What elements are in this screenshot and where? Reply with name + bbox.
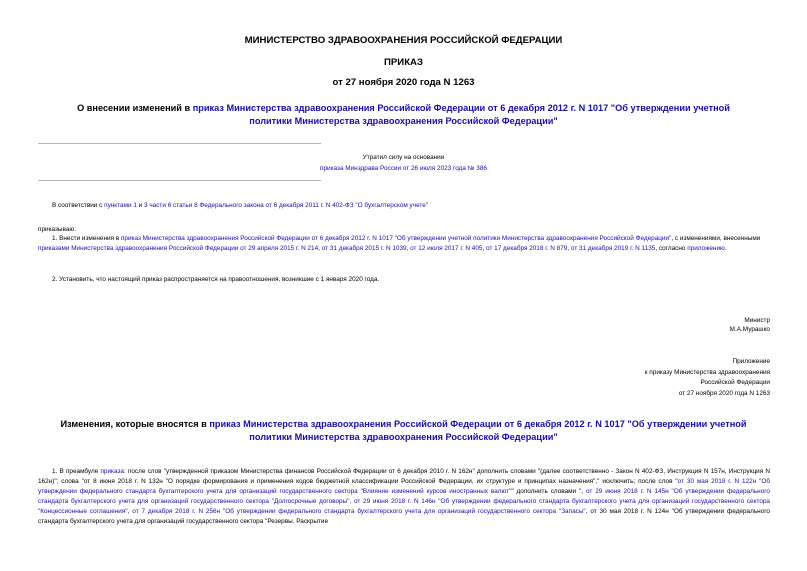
changes-item-1 xyxy=(38,467,770,526)
item1-link-order[interactable]: приказ Министерства здравоохранения Российской Федерации от 6 декабря 2012 г. N 1017 "Об утверждении учетной политики Министерства здравоохранения Российской Федерации" xyxy=(120,235,672,242)
item-1 xyxy=(38,234,770,254)
item1-text-f: , xyxy=(567,244,571,252)
item1-text-a: 1. Внести изменения в xyxy=(52,235,121,242)
ministry-heading: МИНИСТЕРСТВО ЗДРАВООХРАНЕНИЯ РОССИЙСКОЙ ФЕДЕРАЦИИ xyxy=(244,35,563,46)
body-text-e: , xyxy=(127,507,133,515)
body-link-122n[interactable]: от 30 мая 2018 г. N 122н "Об утверждении федерального стандарта бухгалтерского учета для организаций государственного сектора "Влияние изменений курсов иностранных валют" xyxy=(38,477,770,495)
item1-link-amend-3[interactable]: от 12 июля 2017 г. N 405 xyxy=(410,244,483,252)
document-type: ПРИКАЗ xyxy=(384,57,423,68)
appendix-line-2: к приказу Министерства здравоохранения xyxy=(644,369,770,376)
body-text-f: , от 30 мая 2018 г. N 124н "Об утверждении федерального стандарта бухгалтерского учета для организаций государственного сектора "Резервы. Раскрытие xyxy=(38,507,770,525)
status-note-link[interactable]: приказа Минздрава России от 26 июля 2023 года № 386 xyxy=(320,165,487,172)
preamble-text-2: и xyxy=(136,202,145,209)
body-text-b: : после слов "утвержденной приказом Министерства финансов Российской Федерации от 6 декабря 2010 г. N 162н" дополнить словами "(далее соответственно - Закон N 402-ФЗ, Инструкция N 157н, Инструкция N 162н)"; слова "от 8 июня 2018 г. N 132н "О порядке формирования и применения кодов бюджетной классификации Российской Федерации, их структуре и принципах назначения"," исключить; после слов " xyxy=(38,468,770,485)
divider-bottom xyxy=(38,180,321,181)
changes-title-link[interactable]: приказ Министерства здравоохранения Российской Федерации от 6 декабря 2012 г. N 1017 "Об утверждении учетной политики Министерства здравоохранения Российской Федерации" xyxy=(209,419,747,442)
preamble xyxy=(52,201,752,211)
appendix-line-4: от 27 ноября 2020 года N 1263 xyxy=(678,390,770,397)
title-prefix: О внесении изменений в xyxy=(77,103,193,113)
status-note-line1: Утратил силу на основании xyxy=(362,154,445,161)
item1-link-appendix[interactable]: приложению xyxy=(687,244,725,252)
preamble-text-1: В соответствии с xyxy=(52,202,105,209)
item1-link-amend-2[interactable]: от 31 декабря 2015 г. N 1039 xyxy=(321,244,407,252)
appendix-line-3: Российской Федерации xyxy=(700,379,770,386)
title-order-link[interactable]: приказ Министерства здравоохранения Российской Федерации от 6 декабря 2012 г. N 1017 "Об утверждении учетной политики Министерства здравоохранения Российской Федерации" xyxy=(192,103,730,126)
document-title xyxy=(60,102,747,127)
changes-title xyxy=(40,418,767,443)
changes-title-prefix: Изменения, которые вносятся в xyxy=(60,419,210,429)
signature-name: М.А.Мурашко xyxy=(729,326,770,333)
item-2: 2. Установить, что настоящий приказ распространяется на правоотношения, возникшие с 1 января 2020 года. xyxy=(52,276,380,283)
item1-link-amend-1[interactable]: приказами Министерства здравоохранения Российской Федерации от 29 апреля 2015 г. N 214 xyxy=(38,244,319,252)
item1-text-d: , xyxy=(406,244,411,252)
appendix-line-1: Приложение xyxy=(732,358,770,365)
status-note-line2 xyxy=(0,164,807,174)
item1-text-h: . xyxy=(724,244,727,252)
item1-text-c: , xyxy=(318,244,322,252)
item1-link-amend-4[interactable]: от 17 декабря 2018 г. N 879 xyxy=(486,244,568,252)
body-link-order[interactable]: приказа xyxy=(100,468,124,475)
body-link-146n[interactable]: от 29 июня 2018 г. N 146н "Об утверждении федерального стандарта бухгалтерского учета для организаций государственного сектора "Концессионные соглашения" xyxy=(38,497,770,515)
item1-text-g: , согласно xyxy=(655,244,688,252)
orders-word: приказываю: xyxy=(38,226,76,233)
item1-text-b: , с изменениями, внесенными xyxy=(671,235,761,242)
body-text-d: , xyxy=(349,497,354,505)
document-date-number: от 27 ноября 2020 года N 1263 xyxy=(332,77,475,88)
body-link-145n[interactable]: от 29 июня 2018 г. N 145н "Об утверждении федерального стандарта бухгалтерского учета для организаций государственного сектора "Долгосрочные договоры" xyxy=(38,487,770,505)
divider-top xyxy=(38,143,321,144)
item1-text-e: , xyxy=(482,244,487,252)
item1-link-amend-5[interactable]: от 31 декабря 2019 г. N 1135 xyxy=(570,244,656,252)
preamble-link-2[interactable]: 3 части 6 статьи 8 Федерального закона от 6 декабря 2011 г. N 402-ФЗ "О бухгалтерском учете" xyxy=(144,202,429,209)
signature-role: Министр xyxy=(744,317,770,324)
body-text-c: " дополнить словами ", xyxy=(511,487,586,495)
body-text-a: 1. В преамбуле xyxy=(52,468,101,475)
body-link-256n[interactable]: от 7 декабря 2018 г. N 256н "Об утверждении федерального стандарта бухгалтерского учета для организаций государственного сектора "Запасы" xyxy=(132,507,586,515)
preamble-link-1[interactable]: пунктами 1 xyxy=(104,202,137,209)
